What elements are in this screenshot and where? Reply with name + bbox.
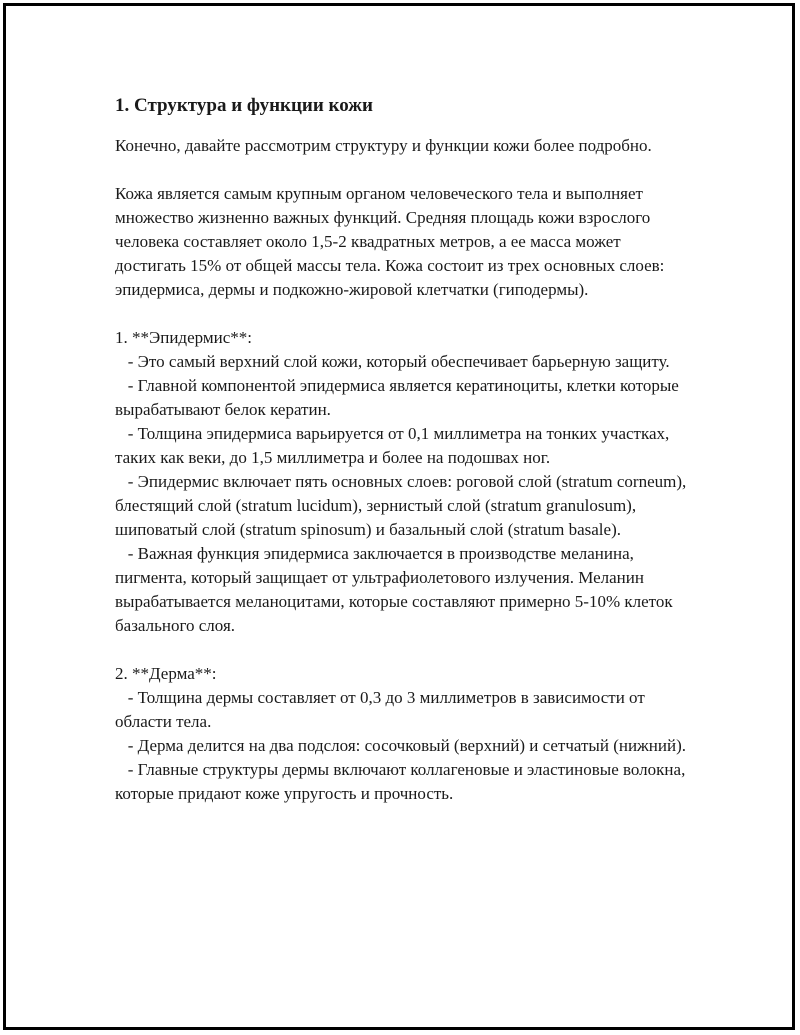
spacer <box>115 302 695 326</box>
intro-paragraph: Конечно, давайте рассмотрим структуру и функции кожи более подробно. <box>115 136 652 155</box>
section-epidermis <box>115 326 695 638</box>
section-heading: 1. **Эпидермис**: <box>115 328 252 347</box>
spacer <box>115 158 695 182</box>
list-item: - Это самый верхний слой кожи, который обеспечивает барьерную защиту. <box>115 352 670 371</box>
list-item: - Эпидермис включает пять основных слоев: роговой слой (stratum corneum), блестящий слой (stratum lucidum), зернистый слой (stratum granulosum), шиповатый слой (stratum spinosum) и базальный слой (stratum basale). <box>115 472 691 539</box>
overview-paragraph: Кожа является самым крупным органом человеческого тела и выполняет множество жизненно важных функций. Средняя площадь кожи взрослого человека составляет около 1,5-2 квадратных метров, а ее масса может достигать 15% от общей массы тела. Кожа состоит из трех основных слоев: эпидермиса, дермы и подкожно-жировой клетчатки (гиподермы). <box>115 184 669 299</box>
document-body <box>115 92 695 806</box>
list-item: - Главные структуры дермы включают коллагеновые и эластиновые волокна, которые придают коже упругость и прочность. <box>115 760 690 803</box>
list-item: - Толщина дермы составляет от 0,3 до 3 миллиметров в зависимости от области тела. <box>115 688 650 731</box>
section-heading: 2. **Дерма**: <box>115 664 217 683</box>
section-dermis <box>115 662 695 806</box>
list-item: - Важная функция эпидермиса заключается в производстве меланина, пигмента, который защищает от ультрафиолетового излучения. Меланин вырабатывается меланоцитами, которые составляют примерно 5-10% клеток базального слоя. <box>115 544 677 635</box>
list-item: - Дерма делится на два подслоя: сосочковый (верхний) и сетчатый (нижний). <box>115 736 687 755</box>
list-item: - Главной компонентой эпидермиса является кератиноциты, клетки которые вырабатывают белок кератин. <box>115 376 684 419</box>
spacer <box>115 638 695 662</box>
document-title: 1. Структура и функции кожи <box>115 95 374 116</box>
list-item: - Толщина эпидермиса варьируется от 0,1 миллиметра на тонких участках, таких как веки, до 1,5 миллиметра и более на подошвах ног. <box>115 424 674 467</box>
